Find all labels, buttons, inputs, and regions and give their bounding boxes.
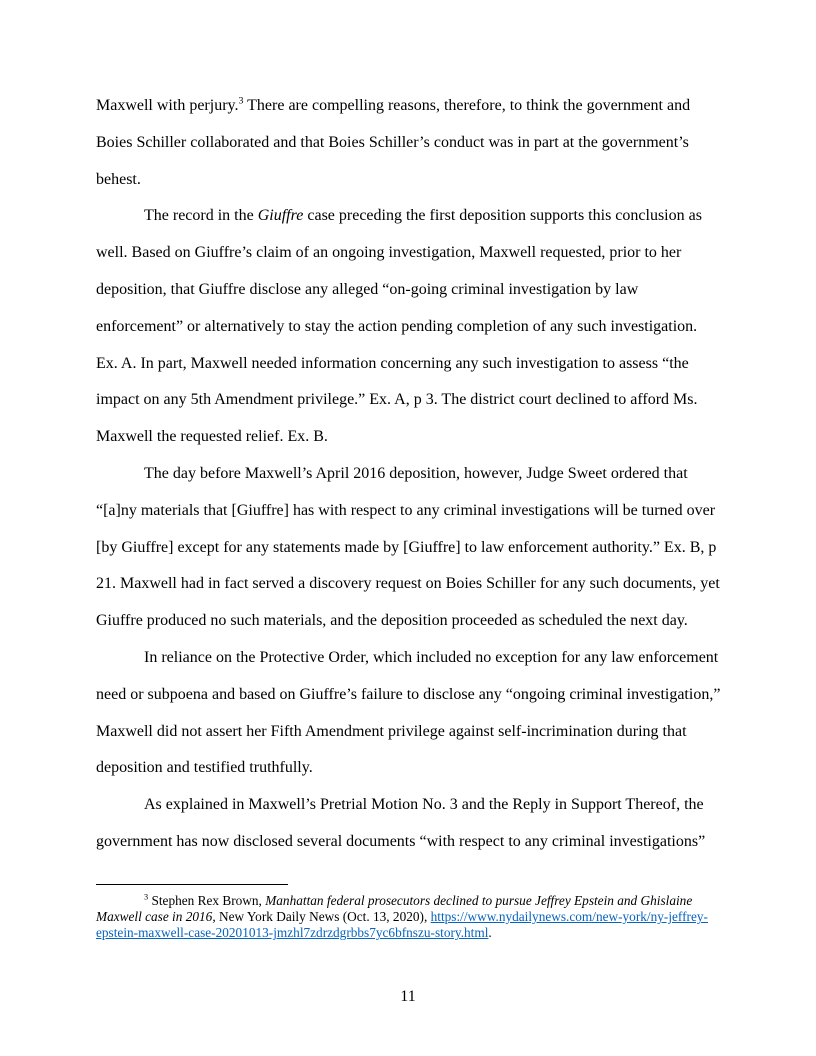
- italic-text: Manhattan federal prosecutors declined to pursue Jeffrey Epstein and Ghislaine Maxwell case in 2016: [96, 893, 693, 925]
- text-run: case preceding the first deposition supports this conclusion as well. Based on Giuffre’s claim of an ongoing investigation, Maxwell requested, prior to her deposition, that Giuffre disclose any alleged “on-going criminal investigation by law enforcement” or alternatively to stay the action pending completion of any such investigation. Ex. A. In part, Maxwell needed information concerning any such investigation to assess “the impact on any 5th Amendment privilege.” Ex. A, p 3. The district court declined to afford Ms. Maxwell the requested relief. Ex. B.: [96, 207, 702, 446]
- body-paragraph: [96, 198, 722, 456]
- text-run: As explained in Maxwell’s Pretrial Motion No. 3 and the Reply in Support Thereof, the government has now disclosed several documents “with respect to any criminal investigations”: [96, 796, 706, 850]
- text-run: , New York Daily News (Oct. 13, 2020),: [212, 909, 431, 925]
- document-body: [96, 88, 722, 861]
- body-paragraph: [96, 640, 722, 787]
- page-number: 11: [400, 988, 416, 1005]
- text-run: There are compelling reasons, therefore, to think the government and Boies Schiller collaborated and that Boies Schiller’s conduct was in part at the government’s behest.: [96, 97, 691, 188]
- footnote: [96, 893, 722, 942]
- body-paragraph: [96, 456, 722, 640]
- footnote-reference: 3: [238, 95, 244, 107]
- text-run: Maxwell with perjury.: [96, 97, 239, 114]
- italic-text: Giuffre: [257, 207, 304, 225]
- text-run: .: [488, 925, 492, 941]
- text-run: Stephen Rex Brown,: [148, 893, 266, 908]
- body-paragraph: [96, 787, 722, 861]
- body-paragraph: [96, 88, 722, 198]
- text-run: The day before Maxwell’s April 2016 deposition, however, Judge Sweet ordered that “[a]ny materials that [Giuffre] has with respect to any criminal investigations will be turned over [by Giuffre] except for any statements made by [Giuffre] to law enforcement authority.” Ex. B, p 21. Maxwell had in fact served a discovery request on Boies Schiller for any such documents, yet Giuffre produced no such materials, and the deposition proceeded as scheduled the next day.: [96, 464, 720, 630]
- footnote-reference: 3: [144, 892, 149, 902]
- text-run: The record in the: [144, 207, 258, 225]
- footnote-link[interactable]: https://www.nydailynews.com/new-york/ny-jeffrey-epstein-maxwell-case-20201013-jmzhl7zdrzdgrbbs7yc6bfnszu-story.html: [96, 909, 708, 941]
- text-run: In reliance on the Protective Order, which included no exception for any law enforcement need or subpoena and based on Giuffre’s failure to disclose any “ongoing criminal investigation,” Maxwell did not assert her Fifth Amendment privilege against self-incrimination during that deposition and testified truthfully.: [96, 648, 721, 777]
- footnote-separator: [96, 884, 288, 885]
